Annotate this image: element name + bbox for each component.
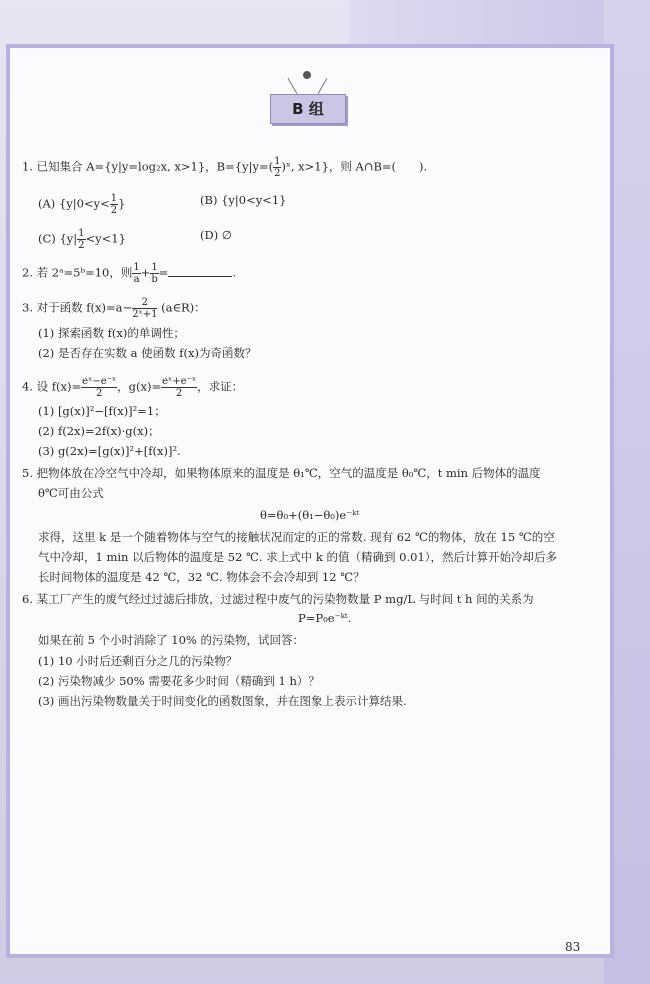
option-c: (C) {y| $\frac{1}{2}$ <y<1} (38, 228, 126, 251)
problem-6-item-2: (2) 污染物减少 50% 需要花多少时间（精确到 1 h）？ (38, 674, 320, 688)
problem-3-item-1: (1) 探索函数 f(x)的单调性； (38, 326, 185, 340)
problem-5-line-2: θ℃可由公式 (38, 486, 104, 500)
problem-4-item-2: (2) f(2x)=2f(x)·g(x)； (38, 424, 160, 438)
problem-5-line-5: 长时间物体的温度是 42 ℃，32 ℃. 物体会不会冷却到 12 ℃？ (38, 570, 365, 584)
problem-6-formula: P=P₀e⁻ᵏᵗ. (298, 611, 352, 625)
problem-6-line-1: 6. 某工厂产生的废气经过过滤后排放，过滤过程中废气的污染物数量 P mg/L 与时间 t h 间的关系为 (22, 592, 534, 606)
problem-number: 1. (22, 159, 33, 174)
problem-5-line-3: 求得，这里 k 是一个随着物体与空气的接触状况而定的正的常数. 现有 62 ℃的物体，放在 15 ℃的空 (38, 530, 555, 544)
answer-blank (168, 266, 232, 277)
page-number: 83 (565, 940, 581, 954)
problem-2: 2. 若 2ᵃ=5ᵇ=10，则 $\frac{1}{a}$ + $\frac{1}{b}$ = . (22, 262, 237, 285)
problem-4: 4. 设 f(x)= $\frac{\text{eˣ−e⁻ˣ}}{2}$ ，g(x)= $\frac{\text{eˣ+e⁻ˣ}}{2}$ ，求证： (22, 376, 244, 399)
problem-5-line-1: 5. 把物体放在冷空气中冷却，如果物体原来的温度是 θ₁℃，空气的温度是 θ₀℃，t min 后物体的温度 (22, 466, 541, 480)
content-frame (6, 44, 614, 958)
problem-4-item-1: (1) [g(x)]²−[f(x)]²=1； (38, 404, 166, 418)
problem-6-line-2: 如果在前 5 个小时消除了 10% 的污染物，试回答： (38, 633, 304, 647)
pin-icon (303, 71, 311, 79)
problem-6-item-3: (3) 画出污染物数量关于时间变化的函数图象，并在图象上表示计算结果. (38, 694, 407, 708)
problem-4-item-3: (3) g(2x)=[g(x)]²+[f(x)]². (38, 444, 181, 458)
problem-6-item-1: (1) 10 小时后还剩百分之几的污染物？ (38, 654, 238, 668)
problem-1: 1. 已知集合 A={y|y=log₂x, x>1}，B={y|y=( $\frac{1}{2}$ )ˣ, x>1}，则 A∩B=( ). (22, 156, 428, 179)
option-d: (D) ∅ (200, 228, 232, 242)
option-a: (A) {y|0<y< $\frac{1}{2}$ } (38, 193, 126, 216)
problem-text: 已知集合 A={y|y=log₂x, x>1}，B={y|y=( (36, 159, 274, 174)
problem-3-item-2: (2) 是否存在实数 a 使函数 f(x)为奇函数？ (38, 346, 257, 360)
problem-3: 3. 对于函数 f(x)=a− $\frac{2}{\text{2ˣ+1}}$ (a∈R)： (22, 297, 206, 320)
option-b: (B) {y|0<y<1} (200, 193, 287, 207)
problem-5-formula: θ=θ₀+(θ₁−θ₀)e⁻ᵏᵗ (260, 508, 360, 522)
problem-5-line-4: 气中冷却，1 min 以后物体的温度是 52 ℃. 求上式中 k 的值（精确到 0.01），然后计算开始冷却后多 (38, 550, 558, 564)
fraction: $\frac{1}{2}$ (274, 156, 281, 179)
group-label: B 组 (270, 94, 346, 124)
